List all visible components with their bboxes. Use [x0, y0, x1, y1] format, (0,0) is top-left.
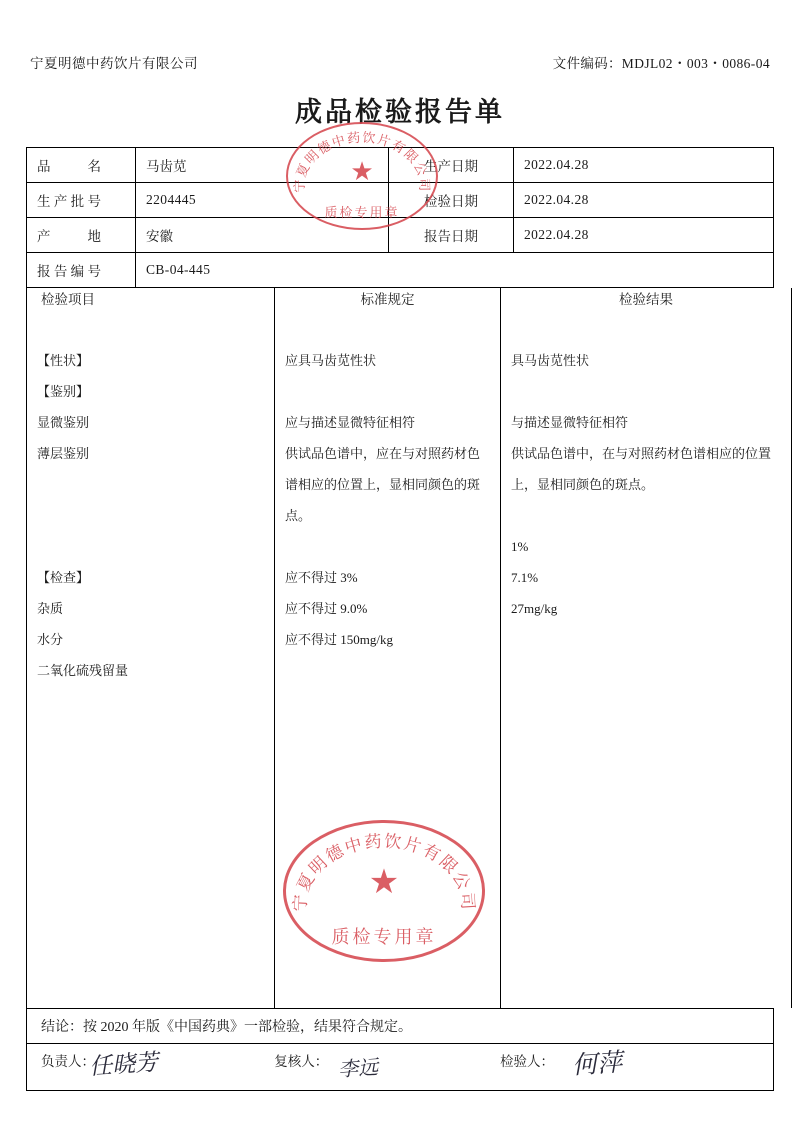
table-row — [27, 218, 774, 253]
review-signature: 李远 — [337, 1054, 380, 1082]
production-date-label: 生产日期 — [389, 148, 514, 183]
result-value: 供试品色谱中，在与对照药材色谱相应的位置上，显相同颜色的斑点。 — [511, 446, 772, 492]
product-name-label-text: 品 名 — [37, 159, 101, 174]
svg-text:宁夏明德中药饮片有限公司: 宁夏明德中药饮片有限公司 — [290, 831, 478, 913]
production-date-value: 2022.04.28 — [514, 148, 774, 183]
conclusion-text: 结论：按 2020 年版《中国药典》一部检验，结果符合规定。 — [26, 1008, 774, 1044]
item-label: 显微鉴别 — [37, 415, 90, 430]
standard-value: 应不得过 9.0% — [285, 601, 368, 616]
responsible-signature: 任晓芳 — [88, 1049, 159, 1081]
inspection-body-row — [27, 308, 792, 1008]
item-label: 【鉴别】 — [37, 384, 90, 399]
standard-value: 应具马齿苋性状 — [285, 353, 377, 368]
batch-label — [27, 183, 136, 218]
page-title: 成品检验报告单 — [295, 97, 505, 127]
report-no-label — [27, 253, 136, 288]
document-code — [553, 52, 770, 72]
standard-value: 应不得过 150mg/kg — [285, 632, 393, 647]
standard-value: 应不得过 3% — [285, 570, 358, 585]
batch-label-text: 生产批号 — [37, 194, 101, 209]
document-header — [26, 52, 774, 72]
inspector-signature-cell — [486, 1044, 773, 1080]
standard-column — [275, 308, 501, 1008]
signature-row — [26, 1044, 774, 1091]
stamp-subtext-top: 质检专用章 — [324, 205, 400, 220]
table-row — [27, 148, 774, 183]
responsible-label: 负责人： — [41, 1054, 95, 1069]
report-date-label: 报告日期 — [389, 218, 514, 253]
inspect-date-value: 2022.04.28 — [514, 183, 774, 218]
document-code-label: 文件编码： — [552, 56, 622, 71]
review-signature-cell — [260, 1044, 486, 1082]
product-name-value: 马齿苋 — [136, 148, 389, 183]
product-name-label — [27, 148, 136, 183]
report-no-label-text: 报告编号 — [37, 264, 101, 279]
inspection-header-row — [27, 288, 792, 308]
item-label: 杂质 — [37, 601, 64, 616]
company-name: 宁夏明德中药饮片有限公司 — [30, 56, 198, 71]
result-column — [501, 308, 792, 1008]
inspector-signature: 何萍 — [571, 1047, 624, 1080]
responsible-signature-cell — [27, 1044, 260, 1081]
origin-label — [27, 218, 136, 253]
item-label: 【性状】 — [37, 353, 90, 368]
report-no-value: CB-04-445 — [136, 253, 774, 288]
info-table — [26, 147, 774, 288]
stamp-subtext-bottom: 质检专用章 — [331, 927, 437, 947]
result-value: 1% — [511, 539, 529, 554]
svg-text:宁夏明德中药饮片有限公司: 宁夏明德中药饮片有限公司 — [291, 129, 433, 193]
result-value: 具马齿苋性状 — [511, 353, 590, 368]
inspect-date-label: 检验日期 — [389, 183, 514, 218]
column-header-standard: 标准规定 — [275, 288, 501, 308]
item-label: 二氧化硫残留量 — [37, 663, 129, 678]
items-column — [27, 308, 275, 1008]
batch-value: 2204445 — [136, 183, 389, 218]
item-label: 薄层鉴别 — [37, 446, 90, 461]
standard-value: 应与描述显微特征相符 — [285, 415, 416, 430]
result-value: 27mg/kg — [511, 601, 558, 616]
table-row — [27, 253, 774, 288]
item-label: 水分 — [37, 632, 64, 647]
column-header-item: 检验项目 — [27, 288, 275, 308]
document-code-value: MDJL02・003・0086-04 — [621, 56, 770, 71]
item-label: 【检查】 — [37, 570, 90, 585]
origin-value: 安徽 — [136, 218, 389, 253]
star-icon: ★ — [350, 156, 374, 186]
standard-value: 供试品色谱中，应在与对照药材色谱相应的位置上，显相同颜色的斑点。 — [285, 446, 481, 523]
inspection-table — [26, 288, 792, 1008]
result-value: 7.1% — [511, 570, 539, 585]
report-date-value: 2022.04.28 — [514, 218, 774, 253]
inspector-label: 检验人： — [500, 1054, 555, 1069]
table-row — [27, 183, 774, 218]
result-value: 与描述显微特征相符 — [511, 415, 629, 430]
review-label: 复核人： — [274, 1054, 329, 1069]
star-icon: ★ — [368, 863, 400, 901]
origin-label-text: 产 地 — [37, 229, 101, 244]
column-header-result: 检验结果 — [501, 288, 792, 308]
